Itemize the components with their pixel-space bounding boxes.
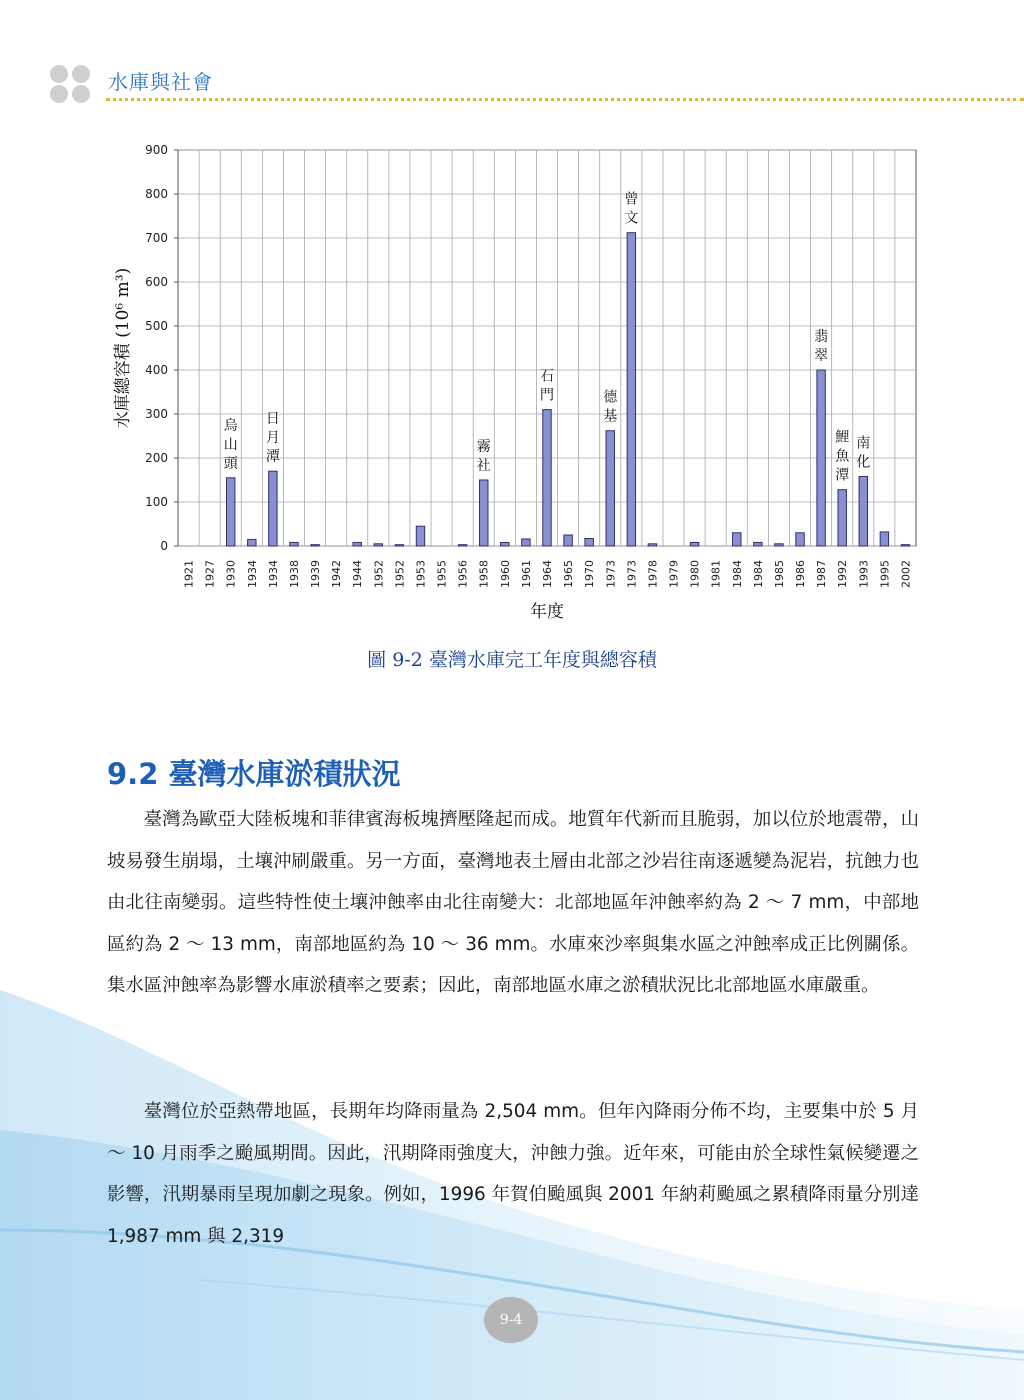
y-tick-label: 200	[145, 451, 168, 465]
x-tick-label: 1956	[456, 560, 470, 588]
x-tick-label: 1993	[857, 560, 871, 588]
paragraph-1: 臺灣為歐亞大陸板塊和菲律賓海板塊擠壓隆起而成。地質年代新而且脆弱，加以位於地震帶，山坡易發生崩塌，土壤沖刷嚴重。另一方面，臺灣地表土層由北部之沙岩往南逐遞變為泥岩，抗蝕力也由北往南變弱。這些特性使土壤沖蝕率由北往南變大：北部地區年沖蝕率約為 2 ～ 7 mm，中部地區約為 2 ～ 13 mm，南部地區約為 10 ～ 36 mm。水庫來沙率與集水區之沖蝕率成正比例關係。集水區沖蝕率為影響水庫淤積率之要素；因此，南部地區水庫之淤積狀況比北部地區水庫嚴重。	[107, 809, 919, 997]
bar	[775, 544, 783, 546]
x-tick-label: 1930	[224, 560, 238, 588]
y-tick-label: 400	[145, 363, 168, 377]
bar	[838, 490, 846, 546]
bar	[690, 542, 698, 546]
x-tick-label: 1985	[772, 560, 786, 588]
bar	[627, 233, 635, 546]
x-tick-label: 1970	[583, 560, 597, 588]
x-tick-label: 1973	[604, 560, 618, 588]
bar	[648, 544, 656, 546]
page-number: 9-4	[484, 1297, 538, 1343]
bar	[269, 471, 277, 546]
bar-annotation-label: 門	[540, 387, 554, 404]
header-title: 水庫與社會	[108, 70, 213, 94]
x-tick-label: 1973	[625, 560, 639, 588]
x-tick-label: 1992	[836, 560, 850, 588]
x-tick-label: 1984	[730, 560, 744, 588]
figure-caption: 圖 9-2 臺灣水庫完工年度與總容積	[367, 649, 657, 671]
bar	[248, 539, 256, 546]
bar-annotation-label: 文	[624, 210, 639, 227]
x-tick-label: 1934	[245, 560, 259, 588]
y-tick-label: 0	[160, 539, 168, 553]
x-tick-label: 1986	[794, 560, 808, 588]
bar-annotation-label: 鯉	[835, 429, 850, 446]
bar-annotation-label: 翠	[814, 348, 829, 364]
x-tick-label: 1938	[287, 560, 301, 588]
y-tick-label: 900	[145, 143, 168, 157]
x-tick-label: 1981	[709, 560, 723, 588]
x-tick-label: 1961	[519, 560, 533, 588]
bar	[395, 545, 403, 546]
x-tick-label: 1955	[435, 560, 449, 588]
x-tick-label: 2002	[899, 560, 913, 588]
bar-annotation-label: 潭	[835, 467, 850, 484]
x-tick-label: 1927	[203, 560, 217, 588]
header-divider	[106, 98, 1024, 101]
x-tick-label: 1921	[182, 560, 196, 588]
x-tick-label: 1939	[309, 560, 323, 588]
bar	[733, 533, 741, 546]
bar-annotation-label: 山	[223, 436, 238, 453]
bar	[226, 478, 234, 546]
bar-annotation-label: 月	[265, 430, 280, 447]
bar-annotation-label: 霧	[476, 439, 491, 455]
x-tick-label: 1958	[477, 560, 491, 588]
y-axis-label: 水庫總容積 (10⁶ m³)	[113, 267, 133, 429]
bar-annotation-label: 化	[856, 454, 871, 471]
bar	[606, 431, 614, 546]
bar	[543, 410, 551, 546]
bar	[522, 539, 530, 546]
bar	[901, 545, 909, 546]
y-tick-label: 700	[145, 231, 168, 245]
x-tick-label: 1964	[541, 560, 554, 588]
x-tick-label: 1965	[562, 560, 576, 588]
x-tick-label: 1944	[351, 560, 365, 588]
x-tick-label: 1980	[688, 560, 702, 588]
x-tick-label: 1942	[330, 560, 344, 588]
bar	[416, 526, 424, 546]
bar-annotation-label: 潭	[265, 449, 280, 466]
y-tick-label: 600	[145, 275, 168, 289]
section-title: 9.2 臺灣水庫淤積狀況	[107, 757, 401, 791]
bar-annotation-label: 曾	[624, 191, 639, 208]
x-tick-label: 1995	[878, 560, 892, 588]
page-header	[50, 60, 1024, 104]
bar	[290, 542, 298, 546]
bar-annotation-label: 石	[540, 368, 554, 385]
bar	[859, 476, 867, 546]
bar	[564, 535, 572, 546]
bar	[353, 542, 361, 546]
x-tick-label: 1934	[266, 560, 280, 588]
x-tick-label: 1952	[372, 560, 386, 588]
bar-annotation-label: 烏	[223, 417, 238, 434]
x-axis-label: 年度	[530, 602, 564, 622]
bar-annotation-label: 德	[603, 389, 618, 406]
bar-annotation-label: 南	[856, 435, 871, 452]
bar-chart	[100, 138, 940, 638]
bar	[458, 545, 466, 546]
bar	[796, 533, 804, 546]
x-tick-label: 1960	[498, 560, 512, 588]
bar	[501, 542, 509, 546]
paragraph-2: 臺灣位於亞熱帶地區，長期年均降雨量為 2,504 mm。但年內降雨分佈不均，主要集中於 5 月～ 10 月雨季之颱風期間。因此，汛期降雨強度大，沖蝕力強。近年來，可能由於全球性氣候變遷之影響，汛期暴雨呈現加劇之現象。例如，1996 年賀伯颱風與 2001 年納莉颱風之累積降雨量分別達 1,987 mm 與 2,319	[107, 1101, 919, 1247]
header-dots-icon	[50, 65, 94, 103]
bar	[754, 542, 762, 546]
bar	[880, 532, 888, 546]
x-tick-label: 1984	[751, 560, 765, 588]
y-tick-label: 100	[145, 495, 168, 509]
bar	[817, 370, 825, 546]
x-tick-label: 1952	[393, 560, 407, 588]
x-tick-label: 1978	[646, 560, 660, 588]
y-tick-label: 500	[145, 319, 168, 333]
bar-annotation-label: 頭	[223, 455, 238, 472]
bar	[374, 544, 382, 546]
x-tick-label: 1953	[414, 560, 428, 588]
bar-annotation-label: 日	[265, 411, 280, 428]
bar	[311, 545, 319, 546]
x-tick-label: 1987	[815, 560, 829, 588]
y-tick-label: 300	[145, 407, 168, 421]
bar-annotation-label: 魚	[835, 448, 850, 465]
chart-container	[100, 138, 940, 638]
bar-annotation-label: 基	[603, 408, 618, 425]
x-tick-label: 1979	[667, 560, 681, 588]
bar	[480, 480, 488, 546]
bar-annotation-label: 翡	[814, 329, 829, 345]
y-tick-label: 800	[145, 187, 168, 201]
bar-annotation-label: 社	[476, 458, 491, 474]
bar	[585, 539, 593, 546]
